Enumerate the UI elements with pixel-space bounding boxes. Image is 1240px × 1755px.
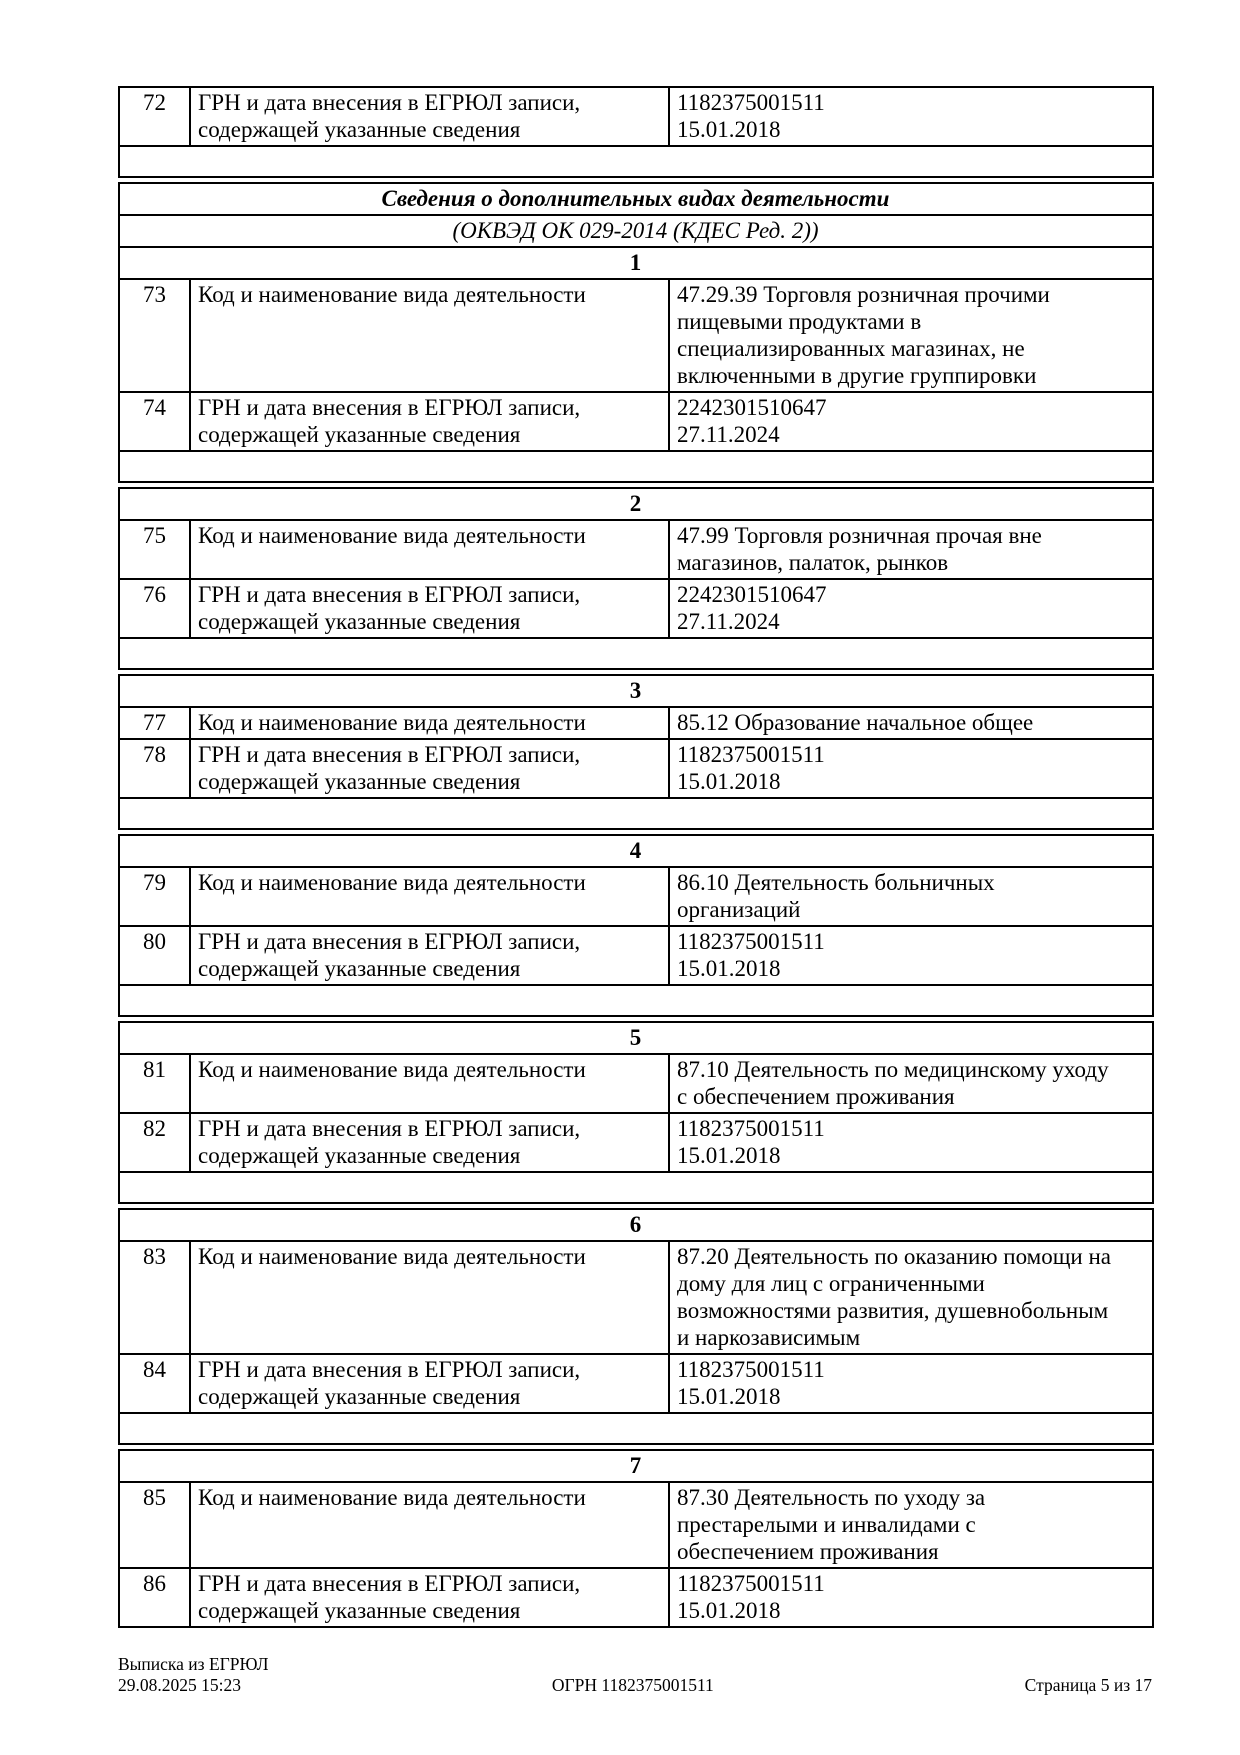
- footer-doc-title: Выписка из ЕГРЮЛ: [118, 1654, 269, 1674]
- section-number-cell: 3: [119, 675, 1153, 707]
- label-line: ГРН и дата внесения в ЕГРЮЛ записи,: [198, 582, 581, 607]
- table-row: [119, 1568, 1153, 1627]
- value-line: магазинов, палаток, рынков: [677, 550, 949, 575]
- empty-row: [119, 146, 1153, 177]
- table-row: [119, 1354, 1153, 1413]
- footer-page-number: Страница 5 из 17: [1024, 1675, 1152, 1695]
- value-line: 1182375001511: [677, 1571, 825, 1596]
- label-line: ГРН и дата внесения в ЕГРЮЛ записи,: [198, 1571, 581, 1596]
- row-number-cell: 86: [119, 1568, 190, 1627]
- table-block: [118, 674, 1154, 830]
- row-value-cell: [669, 279, 1153, 392]
- table-row: [119, 279, 1153, 392]
- value-line: 87.10 Деятельность по медицинскому уходу: [677, 1057, 1109, 1082]
- value-line: с обеспечением проживания: [677, 1084, 955, 1109]
- row-number-cell: 77: [119, 707, 190, 739]
- label-line: ГРН и дата внесения в ЕГРЮЛ записи,: [198, 395, 581, 420]
- table-block: [118, 834, 1154, 1017]
- row-label-cell: [190, 1354, 669, 1413]
- empty-row: [119, 638, 1153, 669]
- table-row: [119, 392, 1153, 451]
- table-row: [119, 867, 1153, 926]
- row-value-cell: [669, 1054, 1153, 1113]
- row-number-cell: 82: [119, 1113, 190, 1172]
- value-line: 1182375001511: [677, 929, 825, 954]
- table-block: [118, 1021, 1154, 1204]
- label-line: содержащей указанные сведения: [198, 1598, 521, 1623]
- row-value-cell: [669, 926, 1153, 985]
- value-line: 15.01.2018: [677, 1384, 781, 1409]
- section-number-row: [119, 247, 1153, 279]
- table-block: [118, 487, 1154, 670]
- value-line: и наркозависимым: [677, 1325, 861, 1350]
- section-header-cell: Сведения о дополнительных видах деятельности: [119, 183, 1153, 215]
- empty-row: [119, 1413, 1153, 1444]
- label-line: содержащей указанные сведения: [198, 609, 521, 634]
- section-subheader-row: [119, 215, 1153, 247]
- value-line: 1182375001511: [677, 742, 825, 767]
- label-line: содержащей указанные сведения: [198, 422, 521, 447]
- row-label-cell: [190, 1568, 669, 1627]
- row-label-cell: [190, 87, 669, 146]
- value-line: организаций: [677, 897, 801, 922]
- section-subheader-cell: (ОКВЭД ОК 029-2014 (КДЕС Ред. 2)): [119, 215, 1153, 247]
- row-label-cell: [190, 867, 669, 926]
- empty-row-cell: [119, 451, 1153, 482]
- label-line: Код и наименование вида деятельности: [198, 1485, 586, 1510]
- value-line: 87.30 Деятельность по уходу за: [677, 1485, 986, 1510]
- row-value-cell: [669, 520, 1153, 579]
- label-line: Код и наименование вида деятельности: [198, 1057, 586, 1082]
- value-line: 87.20 Деятельность по оказанию помощи на: [677, 1244, 1112, 1269]
- label-line: содержащей указанные сведения: [198, 956, 521, 981]
- section-number-cell: 7: [119, 1450, 1153, 1482]
- row-value-cell: [669, 1482, 1153, 1568]
- row-label-cell: [190, 707, 669, 739]
- row-value-cell: [669, 1354, 1153, 1413]
- row-label-cell: [190, 1054, 669, 1113]
- label-line: содержащей указанные сведения: [198, 1384, 521, 1409]
- table-row: [119, 1054, 1153, 1113]
- value-line: 1182375001511: [677, 1357, 825, 1382]
- table-row: [119, 87, 1153, 146]
- table-row: [119, 707, 1153, 739]
- section-header-row: [119, 183, 1153, 215]
- label-line: Код и наименование вида деятельности: [198, 710, 586, 735]
- row-number-cell: 84: [119, 1354, 190, 1413]
- table-row: [119, 1482, 1153, 1568]
- row-value-cell: [669, 1568, 1153, 1627]
- row-value-cell: [669, 1113, 1153, 1172]
- empty-row-cell: [119, 146, 1153, 177]
- label-line: содержащей указанные сведения: [198, 117, 521, 142]
- row-number-cell: 80: [119, 926, 190, 985]
- section-number-cell: 2: [119, 488, 1153, 520]
- row-value-cell: [669, 392, 1153, 451]
- value-line: 15.01.2018: [677, 1598, 781, 1623]
- row-label-cell: [190, 1241, 669, 1354]
- value-line: 27.11.2024: [677, 422, 780, 447]
- row-number-cell: 75: [119, 520, 190, 579]
- value-line: 15.01.2018: [677, 956, 781, 981]
- label-line: Код и наименование вида деятельности: [198, 1244, 586, 1269]
- value-line: специализированных магазинах, не: [677, 336, 1025, 361]
- label-line: ГРН и дата внесения в ЕГРЮЛ записи,: [198, 742, 581, 767]
- section-number-row: [119, 675, 1153, 707]
- row-number-cell: 76: [119, 579, 190, 638]
- value-line: дому для лиц с ограниченными: [677, 1271, 985, 1296]
- table-block: [118, 1449, 1154, 1628]
- value-line: включенными в другие группировки: [677, 363, 1037, 388]
- label-line: Код и наименование вида деятельности: [198, 523, 586, 548]
- value-line: 15.01.2018: [677, 1143, 781, 1168]
- section-number-row: [119, 835, 1153, 867]
- row-number-cell: 73: [119, 279, 190, 392]
- row-label-cell: [190, 926, 669, 985]
- value-line: 2242301510647: [677, 395, 827, 420]
- egrul-tables-container: [118, 86, 1152, 1632]
- section-number-row: [119, 1209, 1153, 1241]
- footer-datetime: 29.08.2025 15:23: [118, 1675, 241, 1695]
- row-number-cell: 78: [119, 739, 190, 798]
- value-line: 85.12 Образование начальное общее: [677, 710, 1034, 735]
- table-row: [119, 1113, 1153, 1172]
- label-line: содержащей указанные сведения: [198, 769, 521, 794]
- label-line: ГРН и дата внесения в ЕГРЮЛ записи,: [198, 90, 581, 115]
- row-label-cell: [190, 579, 669, 638]
- label-line: Код и наименование вида деятельности: [198, 870, 586, 895]
- table-row: [119, 520, 1153, 579]
- value-line: престарелыми и инвалидами с: [677, 1512, 976, 1537]
- empty-row: [119, 451, 1153, 482]
- row-number-cell: 81: [119, 1054, 190, 1113]
- row-value-cell: [669, 707, 1153, 739]
- value-line: возможностями развития, душевнобольным: [677, 1298, 1109, 1323]
- empty-row-cell: [119, 985, 1153, 1016]
- empty-row-cell: [119, 1172, 1153, 1203]
- value-line: 27.11.2024: [677, 609, 780, 634]
- section-number-row: [119, 1450, 1153, 1482]
- row-number-cell: 79: [119, 867, 190, 926]
- row-label-cell: [190, 520, 669, 579]
- row-value-cell: [669, 867, 1153, 926]
- row-value-cell: [669, 87, 1153, 146]
- row-label-cell: [190, 1482, 669, 1568]
- table-block: [118, 86, 1154, 178]
- value-line: 15.01.2018: [677, 117, 781, 142]
- row-number-cell: 83: [119, 1241, 190, 1354]
- empty-row: [119, 1172, 1153, 1203]
- row-number-cell: 72: [119, 87, 190, 146]
- page-footer: [118, 1654, 1152, 1696]
- value-line: 47.29.39 Торговля розничная прочими: [677, 282, 1050, 307]
- row-label-cell: [190, 279, 669, 392]
- label-line: ГРН и дата внесения в ЕГРЮЛ записи,: [198, 1116, 581, 1141]
- section-number-cell: 4: [119, 835, 1153, 867]
- row-number-cell: 74: [119, 392, 190, 451]
- label-line: ГРН и дата внесения в ЕГРЮЛ записи,: [198, 1357, 581, 1382]
- footer-row: [118, 1675, 1152, 1696]
- empty-row: [119, 985, 1153, 1016]
- table-row: [119, 739, 1153, 798]
- table-row: [119, 926, 1153, 985]
- value-line: обеспечением проживания: [677, 1539, 939, 1564]
- row-value-cell: [669, 1241, 1153, 1354]
- value-line: 1182375001511: [677, 1116, 825, 1141]
- section-number-row: [119, 1022, 1153, 1054]
- section-number-cell: 5: [119, 1022, 1153, 1054]
- value-line: 47.99 Торговля розничная прочая вне: [677, 523, 1042, 548]
- row-value-cell: [669, 579, 1153, 638]
- section-number-row: [119, 488, 1153, 520]
- label-line: содержащей указанные сведения: [198, 1143, 521, 1168]
- row-label-cell: [190, 392, 669, 451]
- empty-row-cell: [119, 638, 1153, 669]
- empty-row: [119, 798, 1153, 829]
- row-number-cell: 85: [119, 1482, 190, 1568]
- table-block: [118, 1208, 1154, 1445]
- label-line: ГРН и дата внесения в ЕГРЮЛ записи,: [198, 929, 581, 954]
- value-line: 86.10 Деятельность больничных: [677, 870, 995, 895]
- section-number-cell: 1: [119, 247, 1153, 279]
- row-value-cell: [669, 739, 1153, 798]
- footer-ogrn: ОГРН 1182375001511: [551, 1675, 714, 1695]
- section-number-cell: 6: [119, 1209, 1153, 1241]
- value-line: 1182375001511: [677, 90, 825, 115]
- table-block: [118, 182, 1154, 483]
- value-line: 15.01.2018: [677, 769, 781, 794]
- table-row: [119, 579, 1153, 638]
- value-line: пищевыми продуктами в: [677, 309, 922, 334]
- value-line: 2242301510647: [677, 582, 827, 607]
- row-label-cell: [190, 739, 669, 798]
- label-line: Код и наименование вида деятельности: [198, 282, 586, 307]
- empty-row-cell: [119, 798, 1153, 829]
- empty-row-cell: [119, 1413, 1153, 1444]
- row-label-cell: [190, 1113, 669, 1172]
- table-row: [119, 1241, 1153, 1354]
